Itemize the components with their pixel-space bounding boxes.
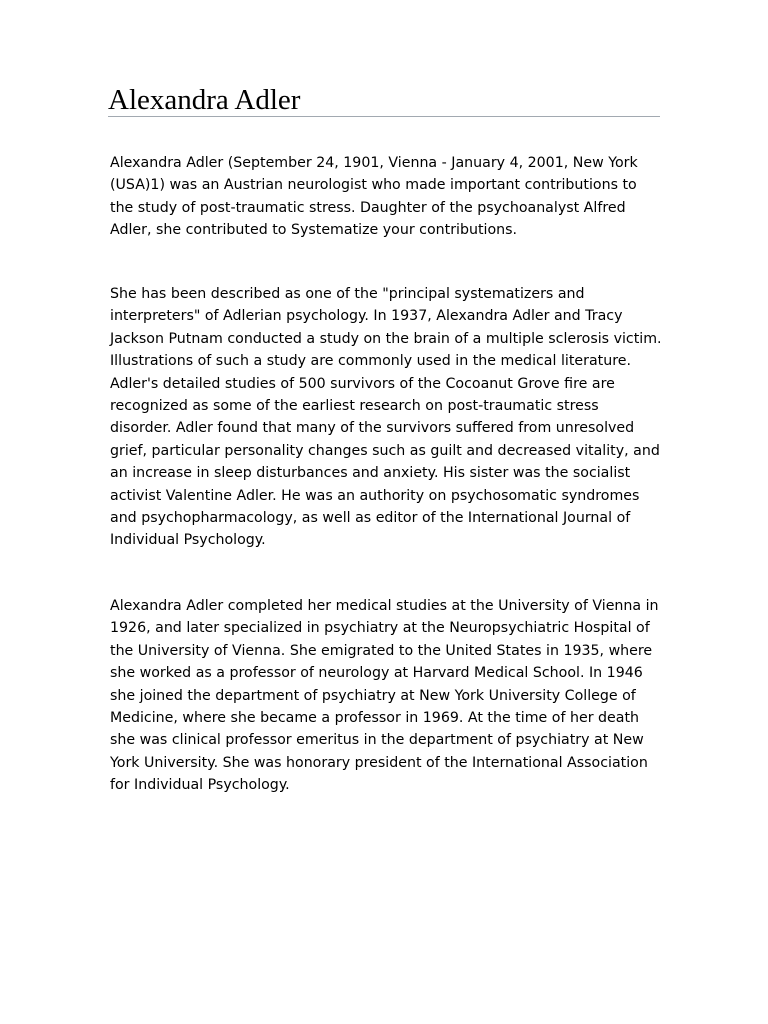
paragraph-intro: Alexandra Adler (September 24, 1901, Vienna - January 4, 2001, New York (USA)1) was an Austrian neurologist who made important contributions to the study of post-traumatic stress. Daughter of the psychoanalyst Alfred Adler, she contributed to Systematize your contributions. bbox=[110, 155, 638, 239]
paragraph-career: Alexandra Adler completed her medical studies at the University of Vienna in 1926, and later specialized in psychiatry at the Neuropsychiatric Hospital of the University of Vienna. She emigrated to the United States in 1935, where she worked as a professor of neurology at Harvard Medical School. In 1946 she joined the department of psychiatry at New York University College of Medicine, where she became a professor in 1969. At the time of her death she was clinical professor emeritus in the department of psychiatry at New York University. She was honorary president of the International Association for Individual Psychology. bbox=[110, 598, 659, 794]
paragraph-research: She has been described as one of the "principal systematizers and interpreters" of Adlerian psychology. In 1937, Alexandra Adler and Tracy Jackson Putnam conducted a study on the brain of a multiple sclerosis victim. Illustrations of such a study are commonly used in the medical literature. Adler's detailed studies of 500 survivors of the Cocoanut Grove fire are recognized as some of the earliest research on post-traumatic stress disorder. Adler found that many of the survivors suffered from unresolved grief, particular personality changes such as guilt and decreased vitality, and an increase in sleep disturbances and anxiety. His sister was the socialist activist Valentine Adler. He was an authority on psychosomatic syndromes and psychopharmacology, as well as editor of the International Journal of Individual Psychology. bbox=[110, 286, 662, 549]
page-title: Alexandra Adler bbox=[108, 84, 301, 116]
title-divider bbox=[108, 116, 660, 117]
